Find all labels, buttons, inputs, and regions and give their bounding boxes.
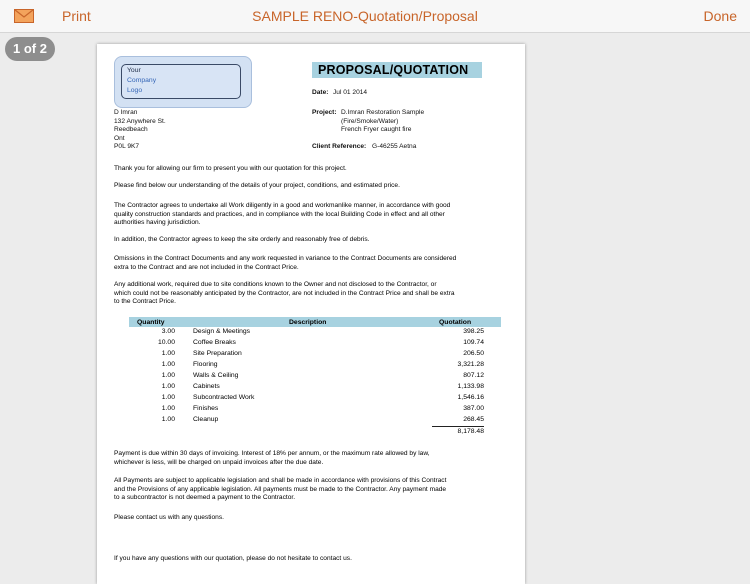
qty-cell: 1.00 xyxy=(161,361,175,368)
total-amount: 8,178.48 xyxy=(457,428,484,435)
paragraph-line: Payment is due within 30 days of invoicing. Interest of 18% per annum, or the maximum rate allowed by law, xyxy=(114,450,430,457)
total-divider xyxy=(432,426,484,427)
qty-cell: 1.00 xyxy=(161,350,175,357)
payment-terms-paragraph xyxy=(114,450,514,467)
date-label: Date: xyxy=(312,89,329,96)
qty-cell: 1.00 xyxy=(161,383,175,390)
header-quotation: Quotation xyxy=(439,319,472,326)
client-address xyxy=(114,109,166,152)
address-line: Ont xyxy=(114,134,125,142)
qty-cell: 1.00 xyxy=(161,372,175,379)
paragraph-line: which could not be reasonably anticipated by the Contractor, are not included in the Contract Price and shall be extra xyxy=(114,289,455,297)
document-title: SAMPLE RENO-Quotation/Proposal xyxy=(252,8,478,24)
paragraph-line: All Payments are subject to applicable legislation and shall be made in accordance with provisions of this Contract xyxy=(114,477,447,484)
paragraph-line: authorities having jurisdiction. xyxy=(114,219,201,226)
omissions-paragraph xyxy=(114,255,514,272)
amount-cell: 3,321.28 xyxy=(457,361,484,368)
amount-cell: 1,133.98 xyxy=(457,383,484,390)
amount-cell: 1,546.16 xyxy=(457,394,484,401)
qty-cell: 1.00 xyxy=(161,394,175,401)
amount-cell: 387.00 xyxy=(463,405,484,412)
address-line: Reedbeach xyxy=(114,126,148,133)
amount-cell: 398.25 xyxy=(463,328,484,335)
client-reference-label: Client Reference: xyxy=(312,143,367,150)
desc-cell: Finishes xyxy=(193,405,219,412)
quotation-table-header xyxy=(129,317,501,327)
desc-cell: Cleanup xyxy=(193,416,219,423)
agreement-paragraph xyxy=(114,202,514,228)
paragraph-line: extra to the Contract and are not included in the Contract Price. xyxy=(114,263,299,271)
amount-cell: 807.12 xyxy=(463,372,484,379)
paragraph-line: Omissions in the Contract Documents and any work requested in variance to the Contract Documents are considered xyxy=(114,255,457,262)
client-reference-value: G-46255 Aetna xyxy=(372,143,417,150)
qty-cell: 3.00 xyxy=(161,328,175,335)
logo-line-2: Company xyxy=(127,77,157,84)
desc-cell: Walls & Ceiling xyxy=(193,372,239,379)
paragraph-line: to a subcontractor is not deemed a payment to the Contractor. xyxy=(114,494,296,501)
qty-cell: 10.00 xyxy=(157,339,175,346)
desc-cell: Site Preparation xyxy=(193,350,242,357)
address-line: D Imran xyxy=(114,109,138,116)
address-line: 132 Anywhere St. xyxy=(114,117,166,125)
header-quantity: Quantity xyxy=(137,319,165,326)
paragraph-line: to the Contract Price. xyxy=(114,298,176,305)
address-line: P0L 9K7 xyxy=(114,143,140,150)
contact-paragraph: Please contact us with any questions. xyxy=(114,514,224,521)
top-toolbar xyxy=(0,0,750,33)
paragraph-line: whichever is less, will be charged on unpaid invoices after the due date. xyxy=(114,458,324,466)
header-description: Description xyxy=(289,319,327,326)
amount-cell: 268.45 xyxy=(463,416,484,423)
desc-cell: Cabinets xyxy=(193,383,220,390)
closing-paragraph: If you have any questions with our quotation, please do not hesitate to contact us. xyxy=(114,555,352,562)
project-line: French Fryer caught fire xyxy=(341,126,412,133)
logo-frame xyxy=(121,64,241,99)
logo-line-3: Logo xyxy=(127,87,143,94)
qty-cell: 1.00 xyxy=(161,416,175,423)
project-details xyxy=(341,109,424,135)
project-label: Project: xyxy=(312,109,337,116)
date-value: Jul 01 2014 xyxy=(333,89,368,96)
document-page[interactable] xyxy=(97,44,525,584)
desc-cell: Design & Meetings xyxy=(193,328,251,335)
company-logo xyxy=(114,56,252,108)
intro-paragraph-2: Please find below our understanding of the details of your project, conditions, and estimated price. xyxy=(114,182,400,189)
desc-cell: Flooring xyxy=(193,361,218,368)
desc-cell: Coffee Breaks xyxy=(193,339,236,346)
logo-line-1: Your xyxy=(127,67,141,74)
amount-cell: 206.50 xyxy=(463,350,484,357)
additional-work-paragraph xyxy=(114,281,514,307)
paragraph-line: Any additional work, required due to site conditions known to the Owner and not disclosed to the Contractor, or xyxy=(114,281,437,288)
qty-cell: 1.00 xyxy=(161,405,175,412)
paragraph-line: and the Provisions of any applicable legislation. All payments must be made to the Contractor. Any payment made xyxy=(114,485,447,493)
paragraph-line: The Contractor agrees to undertake all Work diligently in a good and workmanlike manner, in accordance with good xyxy=(114,202,451,209)
amount-cell: 109.74 xyxy=(463,339,484,346)
project-line: D.Imran Restoration Sample xyxy=(341,109,425,116)
legislation-paragraph xyxy=(114,477,514,503)
intro-paragraph-1: Thank you for allowing our firm to present you with our quotation for this project. xyxy=(114,165,347,172)
project-line: (Fire/Smoke/Water) xyxy=(341,117,399,125)
desc-cell: Subcontracted Work xyxy=(193,394,255,401)
print-button[interactable]: Print xyxy=(62,8,91,24)
proposal-heading: PROPOSAL/QUOTATION xyxy=(312,62,482,78)
paragraph-line: quality construction standards and practices, and in compliance with the local Building Code in effect and all other xyxy=(114,210,445,218)
site-paragraph: In addition, the Contractor agrees to keep the site orderly and reasonably free of debris. xyxy=(114,236,370,243)
page-indicator-badge: 1 of 2 xyxy=(5,37,55,61)
done-button[interactable]: Done xyxy=(703,8,737,24)
